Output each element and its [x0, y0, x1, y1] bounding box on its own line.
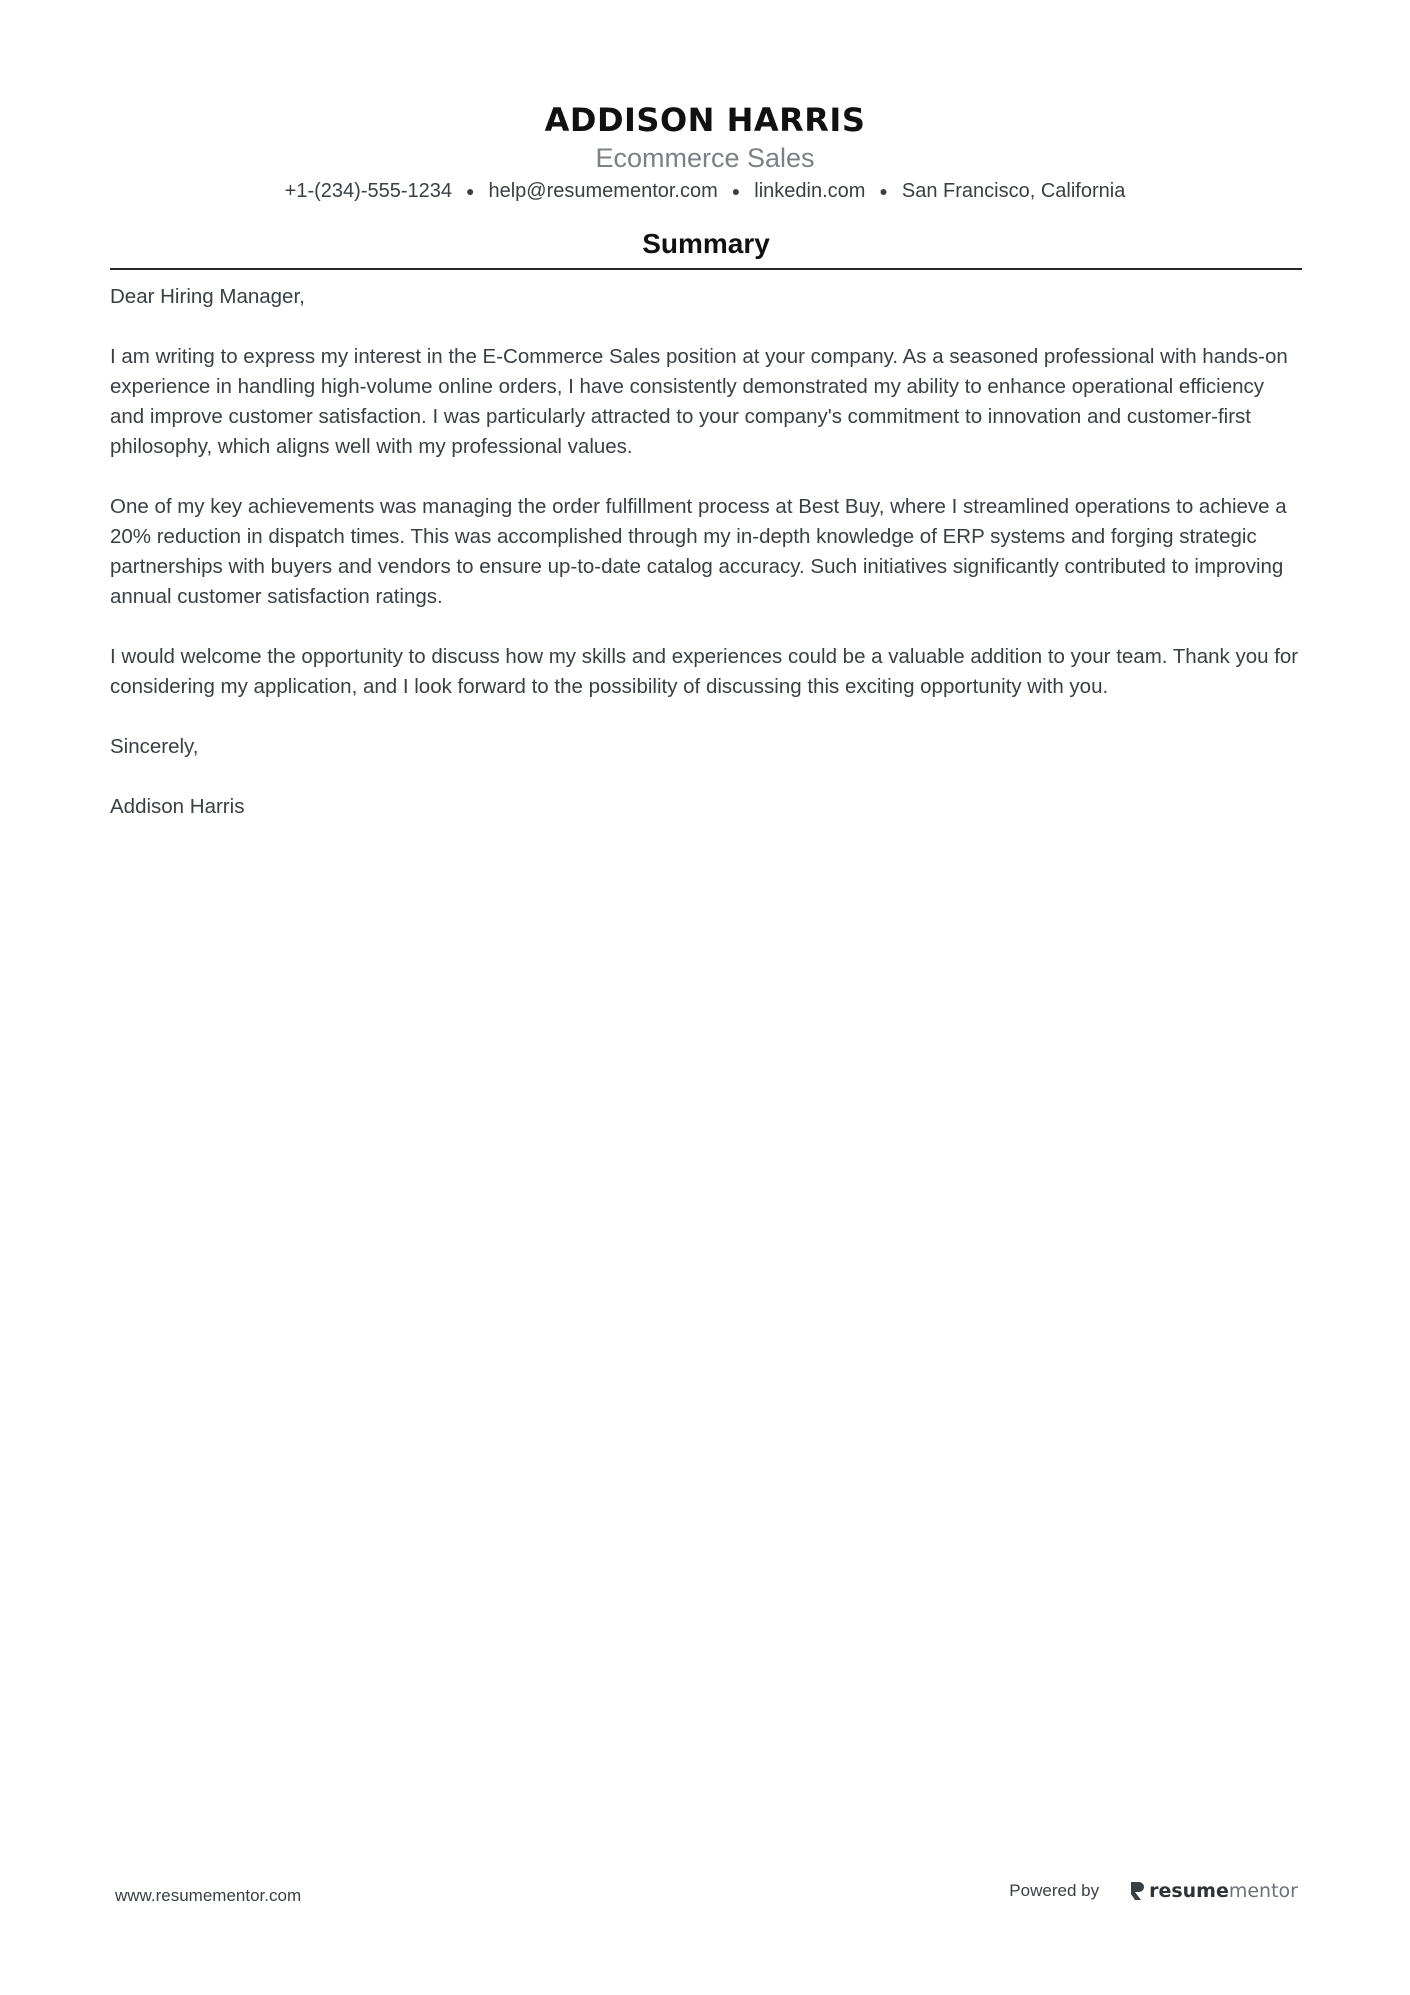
header: [0, 98, 1410, 204]
brand-name-light: mentor: [1228, 1880, 1298, 1902]
letter-paragraph-3: I would welcome the opportunity to discuss how my skills and experiences could be a valuable addition to your team. Thank you for considering my application, and I look forward to the possibility of discussing this exciting opportunity with you.: [110, 645, 1299, 698]
brand-name-bold: resume: [1149, 1880, 1229, 1902]
letter-paragraph-1: I am writing to express my interest in the E-Commerce Sales position at your company. As a seasoned professional with hands-on experience in handling high-volume online orders, I have consistently demonstrated my ability to enhance operational efficiency and improve customer satisfaction. I was particularly attracted to your company's commitment to innovation and customer-first philosophy, which aligns well with my professional values.: [110, 345, 1288, 458]
bullet-separator-icon: ●: [879, 183, 888, 199]
section-title-summary: Summary: [642, 228, 770, 259]
letter-paragraph-2: One of my key achievements was managing the order fulfillment process at Best Buy, where I streamlined operations to achieve a 20% reduction in dispatch times. This was accomplished through my in-depth knowledge of ERP systems and forging strategic partnerships with buyers and vendors to ensure up-to-date catalog accuracy. Such initiatives significantly contributed to improving annual customer satisfaction ratings.: [110, 495, 1287, 608]
resumementor-logo-icon: [1129, 1881, 1145, 1901]
letter-signature: Addison Harris: [110, 795, 245, 818]
footer-website-link[interactable]: www.resumementor.com: [115, 1886, 302, 1905]
section-divider: [110, 268, 1302, 270]
applicant-name: ADDISON HARRIS: [544, 101, 866, 139]
contact-email[interactable]: help@resumementor.com: [488, 180, 718, 202]
powered-by-label: Powered by: [1009, 1881, 1100, 1900]
contact-info: [0, 178, 1410, 204]
letter-closing: Sincerely,: [110, 735, 199, 758]
brand-logo[interactable]: [1129, 1880, 1298, 1902]
letter-body: [110, 282, 1302, 852]
bullet-separator-icon: ●: [466, 183, 475, 199]
bullet-separator-icon: ●: [731, 183, 741, 199]
contact-phone: +1-(234)-555-1234: [284, 180, 453, 202]
letter-salutation: Dear Hiring Manager,: [110, 285, 305, 308]
contact-linkedin[interactable]: linkedin.com: [754, 180, 866, 202]
footer-brand: [1009, 1880, 1298, 1902]
job-title: Ecommerce Sales: [595, 143, 815, 173]
contact-location: San Francisco, California: [901, 180, 1126, 202]
